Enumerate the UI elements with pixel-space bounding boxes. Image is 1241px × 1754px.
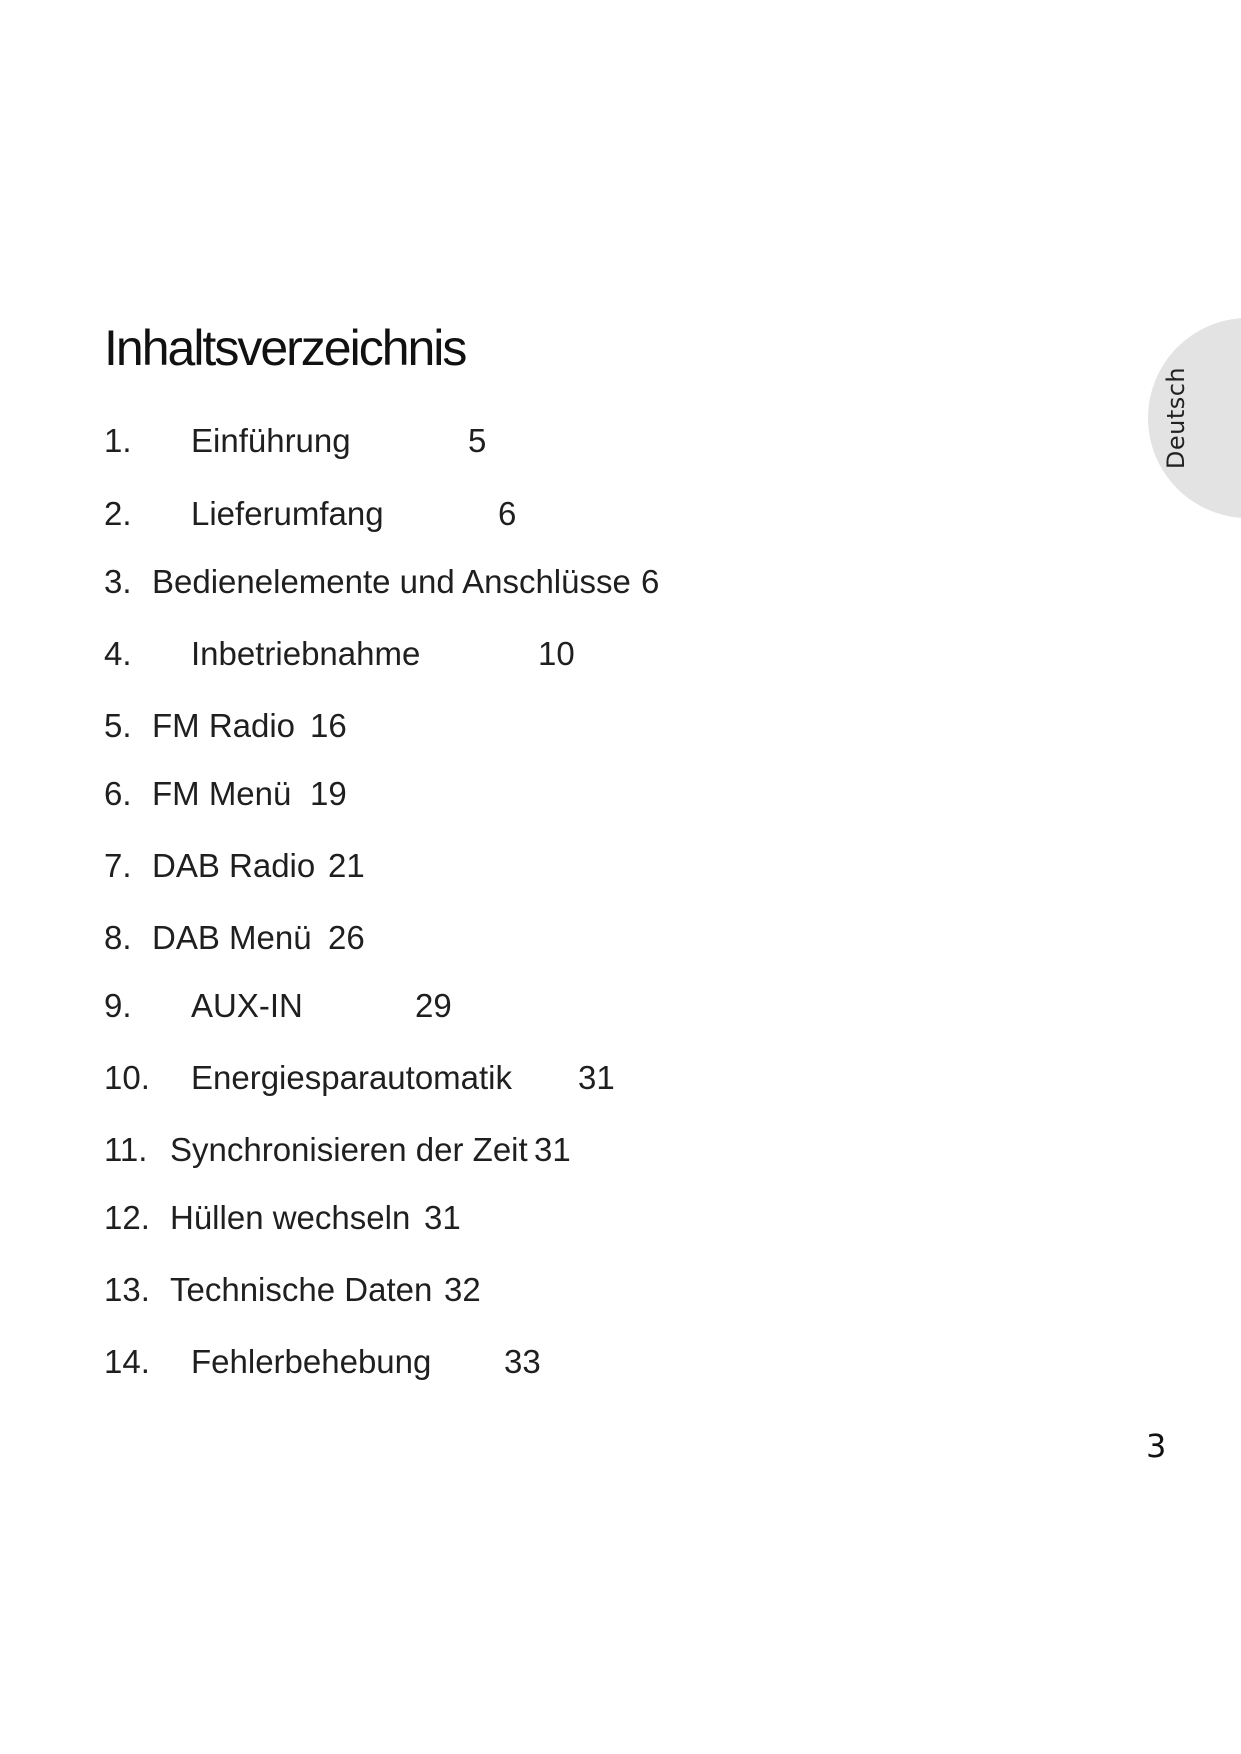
toc-entry-number: 8. — [104, 919, 132, 956]
toc-entry-number: 12. — [104, 1199, 150, 1236]
toc-entry-page: 6 — [498, 495, 517, 532]
toc-entry-number: 7. — [104, 847, 132, 884]
toc-entry-number: 5. — [104, 707, 132, 744]
toc-entry-label: Energiesparautomatik — [191, 1059, 513, 1096]
toc-entry-page: 5 — [468, 422, 487, 459]
toc-entry-label: Technische Daten — [170, 1271, 433, 1308]
toc-entry-label: Inbetriebnahme — [191, 635, 421, 672]
toc-entry-page: 16 — [310, 707, 347, 744]
toc-entry-page: 31 — [424, 1199, 461, 1236]
toc-entry-page: 33 — [504, 1343, 541, 1380]
toc-entry-label: DAB Menü — [152, 919, 312, 956]
toc-entry-page: 32 — [444, 1271, 481, 1308]
toc-entry-label: AUX-IN — [191, 987, 303, 1024]
toc-entry-page: 31 — [578, 1059, 615, 1096]
toc-entry-number: 9. — [104, 987, 132, 1024]
toc-entry-label: FM Menü — [152, 775, 292, 812]
toc-entry-number: 11. — [104, 1131, 148, 1168]
toc-entry-number: 3. — [104, 563, 132, 600]
toc-entry-number: 1. — [104, 422, 132, 459]
toc-entry-label: Fehlerbehebung — [191, 1343, 432, 1380]
toc-entry-label: Einführung — [191, 422, 351, 459]
toc-entry-label: Lieferumfang — [191, 495, 384, 532]
toc-entry-number: 4. — [104, 635, 132, 672]
page-number: 3 — [1146, 1427, 1167, 1465]
language-tab-label: Deutsch — [1162, 366, 1190, 470]
toc-entry-page: 26 — [328, 919, 365, 956]
toc-entry-number: 13. — [104, 1271, 150, 1308]
toc-entry-number: 10. — [104, 1059, 150, 1096]
toc-entry-page: 29 — [415, 987, 452, 1024]
toc-entry-page: 10 — [538, 635, 575, 672]
toc-entry-label: Synchronisieren der Zeit — [170, 1131, 528, 1168]
toc-entry-number: 6. — [104, 775, 132, 812]
toc-entry-label: DAB Radio — [152, 847, 316, 884]
page-title: Inhaltsverzeichnis — [104, 320, 466, 376]
toc-entry-page: 6 — [641, 563, 660, 600]
toc-entry-label: Bedienelemente und Anschlüsse — [152, 563, 631, 600]
toc-entry-page: 31 — [534, 1131, 571, 1168]
toc-entry-page: 19 — [310, 775, 347, 812]
toc-entry-label: FM Radio — [152, 707, 296, 744]
toc-entry-page: 21 — [328, 847, 365, 884]
toc-entry-number: 14. — [104, 1343, 150, 1380]
toc-entry-label: Hüllen wechseln — [170, 1199, 411, 1236]
toc-entry-number: 2. — [104, 495, 132, 532]
